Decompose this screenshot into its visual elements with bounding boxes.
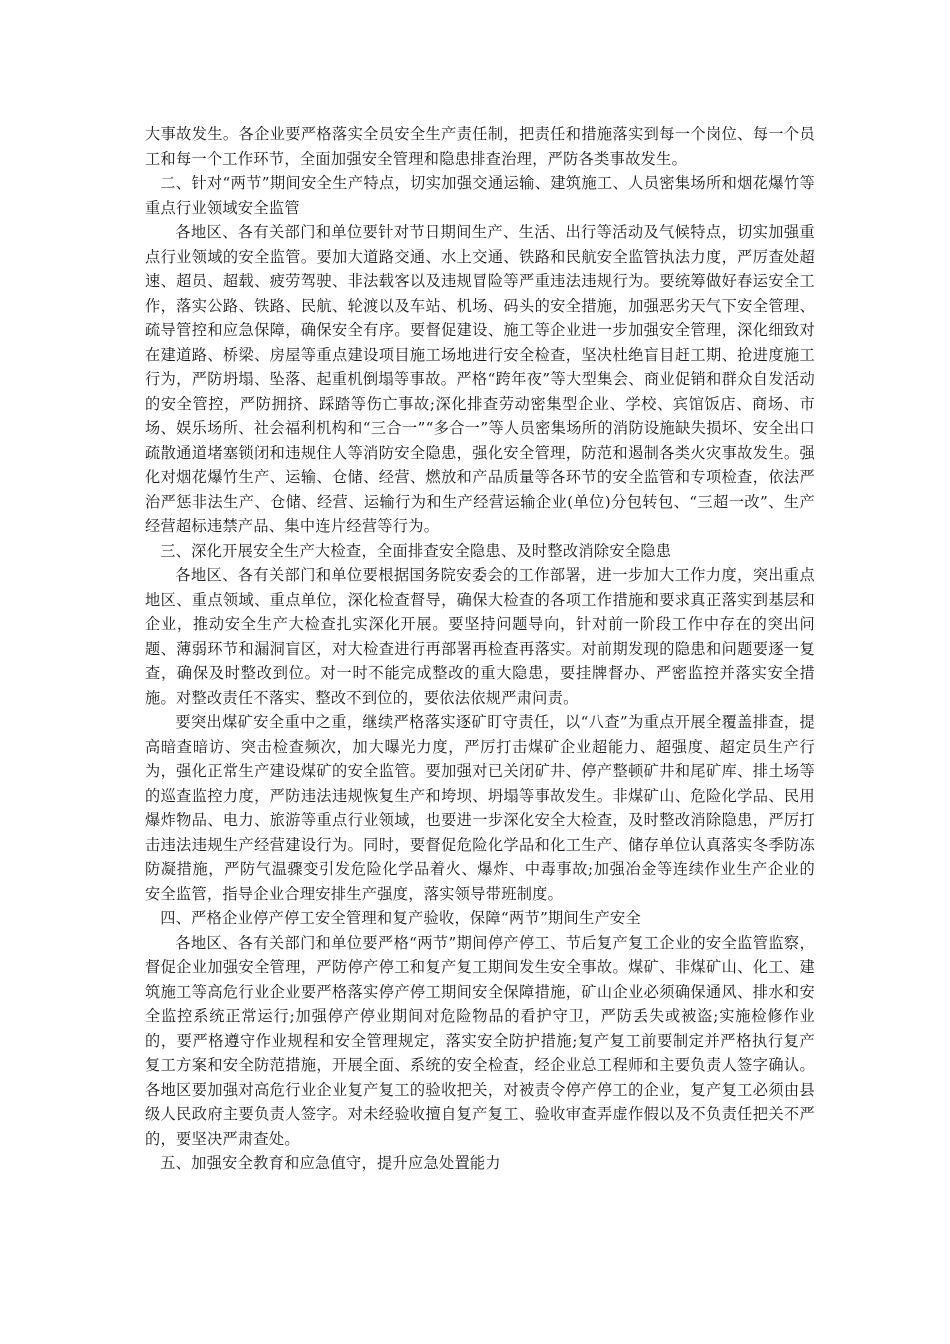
paragraph-continuation: 大事故发生。各企业要严格落实全员安全生产责任制，把责任和措施落实到每一个岗位、每一个员工和每一个工作环节，全面加强安全管理和隐患排查治理，严防各类事故发生。 bbox=[145, 125, 815, 168]
section-heading-3: 三、深化开展安全生产大检查，全面排查安全隐患、及时整改消除安全隐患 bbox=[160, 541, 672, 560]
section-heading-4: 四、严格企业停产停工安全管理和复产验收，保障“两节”期间生产安全 bbox=[160, 909, 641, 927]
paragraph-section-2: 各地区、各有关部门和单位要针对节日期间生产、生活、出行等活动及气候特点，切实加强重点行业领域的安全监管。要加大道路交通、水上交通、铁路和民航安全监管执法力度，严厉查处超速、超员、超载、疲劳驾驶、非法载客以及违规冒险等严重违法违规行为。要统筹做好春运安全工作，落实公路、铁路、民航、轮渡以及车站、机场、码头的安全措施，加强恶劣天气下安全管理、疏导管控和应急保障，确保安全有序。要督促建设、施工等企业进一步加强安全管理，深化细致对在建道路、桥梁、房屋等重点建设项目施工场地进行安全检查，坚决杜绝盲目赶工期、抢进度施工行为，严防坍塌、坠落、起重机倒塌等事故。严格“跨年夜”等大型集会、商业促销和群众自发活动的安全管控，严防拥挤、踩踏等伤亡事故;深化排查劳动密集型企业、学校、宾馆饭店、商场、市场、娱乐场所、社会福利机构和“三合一”“多合一”等人员密集场所的消防设施缺失损坏、安全出口疏散通道堵塞锁闭和违规住人等消防安全隐患，强化安全管理，防范和遏制各类火灾事故发生。强化对烟花爆竹生产、运输、仓储、经营、燃放和产品质量等各环节的安全监管和专项检查，依法严治严惩非法生产、仓储、经营、运输行为和生产经营运输企业(单位)分包转包、“三超一改”、生产经营超标违禁产品、集中连片经营等行为。 bbox=[145, 223, 815, 535]
paragraph-section-4: 各地区、各有关部门和单位要严格“两节”期间停产停工、节后复产复工企业的安全监管监察，督促企业加强安全管理，严防停产停工和复产复工期间发生安全事故。煤矿、非煤矿山、化工、建筑施工等高危行业企业要严格落实停产停工期间安全保障措施，矿山企业必须确保通风、排水和安全监控系统正常运行;加强停产停业期间对危险物品的看护守卫，严防丢失或被盗;实施检修作业的，要严格遵守作业规程和安全管理规定，落实安全防护措施;复产复工前要制定并严格执行复产复工方案和安全防范措施，开展全面、系统的安全检查，经企业总工程师和主要负责人签字确认。各地区要加强对高危行业企业复产复工的验收把关，对被责令停产停工的企业，复产复工必须由县级人民政府主要负责人签字。对未经验收擅自复产复工、验收审查弄虚作假以及不负责任把关不严的，要坚决严肃查处。 bbox=[145, 933, 815, 1148]
paragraph-section-3-a: 各地区、各有关部门和单位要根据国务院安委会的工作部署，进一步加大工作力度，突出重点地区、重点领域、重点单位，深化检查督导，确保大检查的各项工作措施和要求真正落实到基层和企业，推动安全生产大检查扎实深化开展。要坚持问题导向，针对前一阶段工作中存在的突出问题、薄弱环节和漏洞盲区，对大检查进行再部署再检查再落实。对前期发现的隐患和问题要逐一复查，确保及时整改到位。对一时不能完成整改的重大隐患，要挂牌督办、严密监控并落实安全措施。对整改责任不落实、整改不到位的，要依法依规严肃问责。 bbox=[145, 566, 815, 707]
document-body bbox=[145, 122, 815, 1176]
section-heading-2: 二、针对“两节”期间安全生产特点，切实加强交通运输、建筑施工、人员密集场所和烟花爆竹等重点行业领域安全监管 bbox=[145, 174, 815, 217]
section-heading-5: 五、加强安全教育和应急值守，提升应急处置能力 bbox=[160, 1154, 501, 1172]
paragraph-section-3-b: 要突出煤矿安全重中之重，继续严格落实逐矿盯守责任，以“八查”为重点开展全覆盖排查，提高暗查暗访、突击检查频次，加大曝光力度，严厉打击煤矿企业超能力、超强度、超定员生产行为，强化正常生产建设煤矿的安全监管。要加强对已关闭矿井、停产整顿矿井和尾矿库、排土场等的巡查监控力度，严防违法违规恢复生产和垮坝、坍塌等事故发生。非煤矿山、危险化学品、民用爆炸物品、电力、旅游等重点行业领域，也要进一步深化安全大检查，及时整改消除隐患，严厉打击违法违规生产经营建设行为。同时，要督促危险化学品和化工生产、储存单位认真落实冬季防冻防凝措施，严防气温骤变引发危险化学品着火、爆炸、中毒事故;加强冶金等连续作业生产企业的安全监管，指导企业合理安排生产强度，落实领导带班制度。 bbox=[145, 713, 815, 903]
